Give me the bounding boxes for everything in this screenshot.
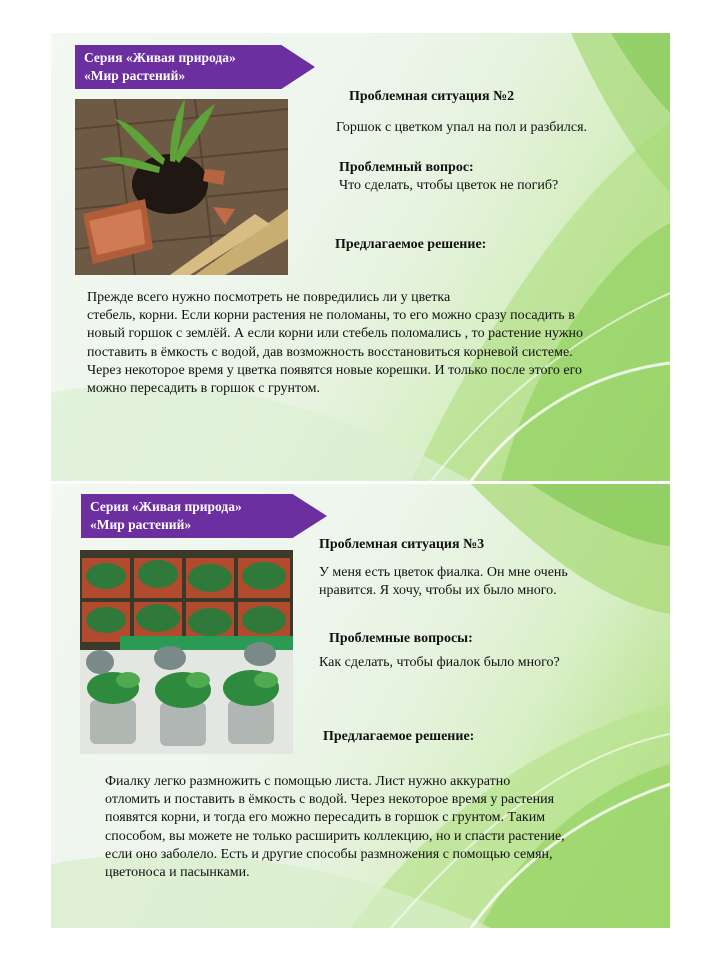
solution-line: Фиалку легко размножить с помощью листа. Лист нужно аккуратно xyxy=(105,774,511,789)
solution-line: новый горшок с землёй. А если корни или стебель поломались , то растение нужно xyxy=(87,326,584,342)
banner-line-1: Серия «Живая природа» xyxy=(84,50,236,65)
question-text: Как сделать, чтобы фиалок было много? xyxy=(319,655,560,670)
situation-title: Проблемная ситуация №2 xyxy=(349,89,515,104)
broken-pot-photo xyxy=(75,99,288,275)
question-title: Проблемные вопросы: xyxy=(329,631,473,646)
banner-line-1: Серия «Живая природа» xyxy=(90,499,242,514)
solution-line: цветоноса и пасынками. xyxy=(105,865,250,881)
series-banner xyxy=(81,494,327,538)
banner-line-2: «Мир растений» xyxy=(84,68,186,83)
violets-photo xyxy=(80,550,293,754)
situation-text xyxy=(319,564,568,600)
solution-title: Предлагаемое решение: xyxy=(335,237,487,252)
solution-line: Прежде всего нужно посмотреть не повредились ли у цветка xyxy=(87,290,451,305)
question-title: Проблемный вопрос: xyxy=(339,160,474,175)
question-text: Что сделать, чтобы цветок не погиб? xyxy=(339,178,559,193)
solution-paragraph xyxy=(105,773,565,882)
solution-line: способом, вы можете не только расширить коллекцию, но и спасти растение, xyxy=(105,828,565,844)
situation-line: У меня есть цветок фиалка. Он мне очень xyxy=(319,565,568,580)
slide-problem-situation-3 xyxy=(51,484,670,928)
solution-paragraph xyxy=(87,289,583,398)
solution-line: отломить и поставить в ёмкость с водой. Через некоторое время у растения xyxy=(105,792,555,808)
situation-title: Проблемная ситуация №3 xyxy=(319,537,485,552)
solution-title: Предлагаемое решение: xyxy=(323,729,475,744)
solution-line: поставить в ёмкость с водой, дав возможность восстановиться корневой системе. xyxy=(87,344,573,360)
situation-text: Горшок с цветком упал на пол и разбился. xyxy=(336,120,588,135)
situation-line: нравится. Я хочу, чтобы их было много. xyxy=(319,583,557,599)
solution-line: стебель, корни. Если корни растения не поломаны, то его можно сразу посадить в xyxy=(87,308,575,324)
banner-line-2: «Мир растений» xyxy=(90,517,192,532)
slide-problem-situation-2 xyxy=(51,33,670,481)
solution-line: можно пересадить в горшок с грунтом. xyxy=(87,381,321,397)
solution-line: если оно заболело. Есть и другие способы размножения с помощью семян, xyxy=(105,846,553,862)
solution-line: Через некоторое время у цветка появятся новые корешки. И только после этого его xyxy=(87,362,583,378)
series-banner xyxy=(75,45,315,89)
solution-line: появятся корни, и тогда его можно пересадить в горшок с грунтом. Таким xyxy=(105,810,546,826)
